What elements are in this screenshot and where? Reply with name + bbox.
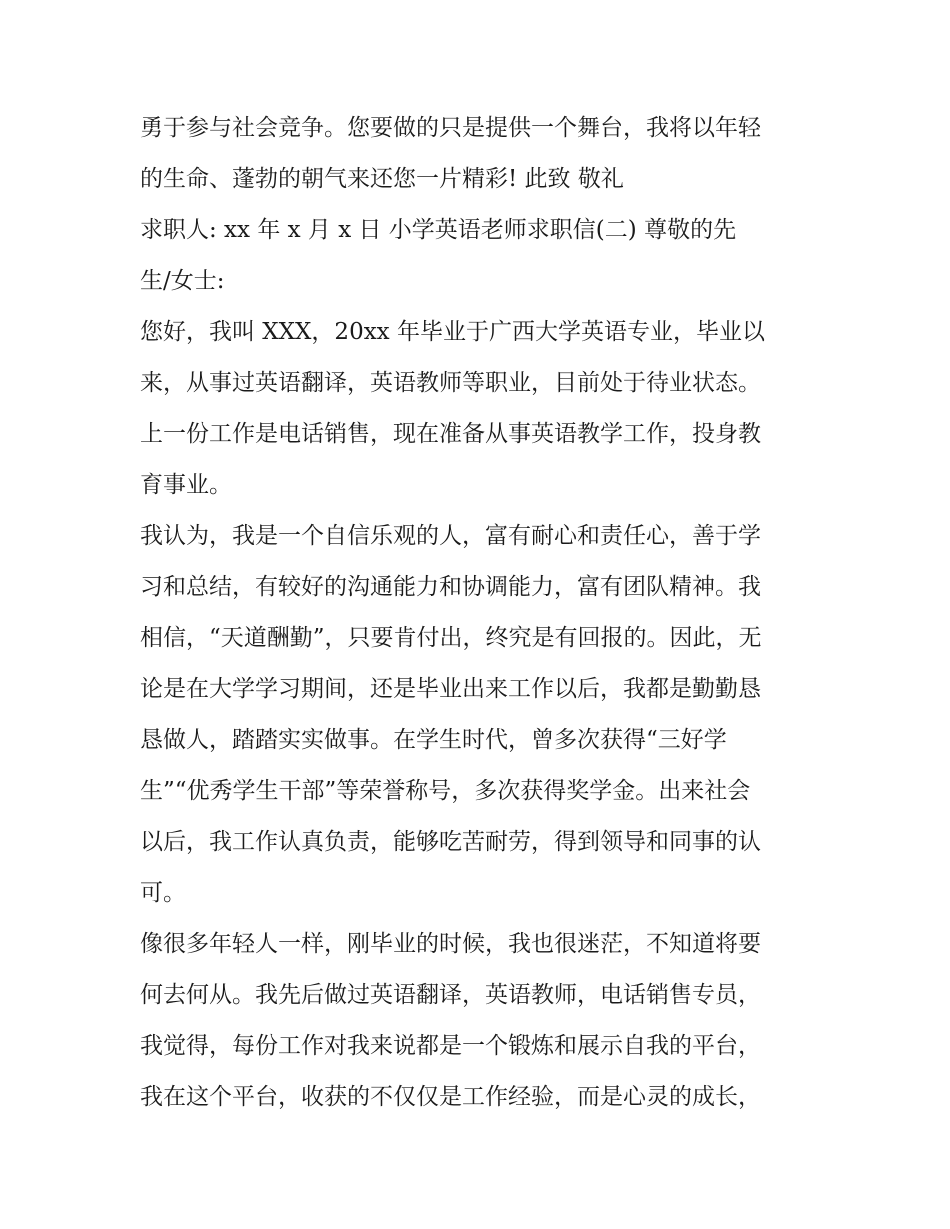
text-line: 我认为，我是一个自信乐观的人，富有耐心和责任心，善于学	[140, 523, 761, 549]
text-line: 像很多年轻人一样，刚毕业的时候，我也很迷茫，不知道将要	[140, 931, 761, 957]
text-line: 您好，我叫 XXX，20xx 年毕业于广西大学英语专业，毕业以	[140, 319, 765, 345]
text-line: 育事业。	[140, 472, 232, 498]
text-line: 何去何从。我先后做过英语翻译，英语教师，电话销售专员，	[140, 982, 761, 1008]
text-line: 我觉得，每份工作对我来说都是一个锻炼和展示自我的平台，	[140, 1033, 761, 1059]
text-line: 论是在大学学习期间，还是毕业出来工作以后，我都是勤勤恳	[140, 676, 761, 702]
text-line: 勇于参与社会竞争。您要做的只是提供一个舞台，我将以年轻	[140, 115, 761, 141]
text-line: 生”“优秀学生干部”等荣誉称号，多次获得奖学金。出来社会	[140, 778, 751, 804]
text-line: 来，从事过英语翻译，英语教师等职业，目前处于待业状态。	[140, 370, 761, 396]
text-line: 生/女士:	[140, 268, 225, 294]
text-line: 相信，“天道酬勤”，只要肯付出，终究是有回报的。因此，无	[140, 625, 762, 651]
text-line: 习和总结，有较好的沟通能力和协调能力，富有团队精神。我	[140, 574, 761, 600]
text-line: 的生命、蓬勃的朝气来还您一片精彩! 此致 敬礼	[140, 166, 624, 192]
text-line: 上一份工作是电话销售，现在准备从事英语教学工作，投身教	[140, 421, 761, 447]
text-line: 求职人: xx 年 x 月 x 日 小学英语老师求职信(二) 尊敬的先	[140, 217, 737, 243]
text-line: 可。	[140, 880, 186, 906]
text-line: 我在这个平台，收获的不仅仅是工作经验，而是心灵的成长，	[140, 1084, 761, 1110]
text-line: 恳做人，踏踏实实做事。在学生时代，曾多次获得“三好学	[140, 727, 727, 753]
text-line: 以后，我工作认真负责，能够吃苦耐劳，得到领导和同事的认	[140, 829, 761, 855]
letter-body	[140, 103, 830, 1123]
